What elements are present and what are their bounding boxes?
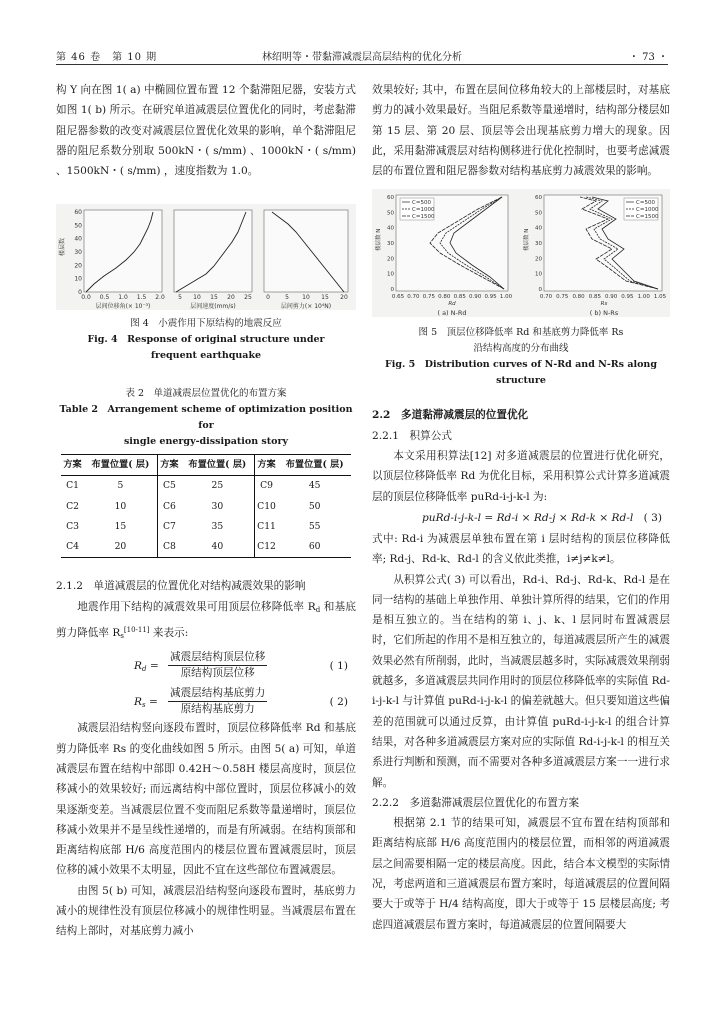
x-tick-label: 0.5 xyxy=(99,294,110,301)
svg-text:C=1000: C=1000 xyxy=(636,207,659,214)
table-cell: C3 xyxy=(66,520,79,532)
table-2-body xyxy=(61,476,351,558)
figure-5-caption-en: Fig. 5 Distribution curves of N-Rd and N-Rs along structure xyxy=(385,359,657,387)
y-tick-label: 40 xyxy=(74,235,82,243)
x-tick-label: 0.75 xyxy=(556,294,569,301)
y-tick-label: 40 xyxy=(535,226,542,233)
y-tick-label: 50 xyxy=(74,222,82,230)
paragraph: 本文采用积算法[12] 对多道减震层的位置进行优化研究，以顶层位移降低率 Rd 为优化目标，采用积算公式计算多道减震层的顶层位移降低率 puRd-i-j-k-l 为: xyxy=(372,450,670,503)
table-cell: C11 xyxy=(257,520,276,532)
fig5-ylabel-a: 楼层数 N xyxy=(376,229,382,252)
table-row xyxy=(61,476,351,497)
x-tick-label: 0.65 xyxy=(391,294,405,301)
svg-text:C=1500: C=1500 xyxy=(636,214,659,221)
fig4-xlabel-1: 层间位移角(× 10⁻³) xyxy=(95,303,151,310)
x-tick-label: 20 xyxy=(227,294,235,301)
y-tick-label: 40 xyxy=(387,226,394,233)
y-tick-label: 0 xyxy=(78,289,82,296)
x-tick-label: 10 xyxy=(193,294,201,301)
table-cell: C6 xyxy=(162,500,176,512)
paragraph: 减震层沿结构竖向逐段布置时，顶层位移降低率 Rd 和基底剪力降低率 Rs 的变化曲线如图 5 所示。由图 5( a) 可知，单道减震层布置在结构中部即 0.42H～0.58H 楼层高度时，顶层位移减小的效果较好; 而远离结构中部位置时，顶层位移减小的效果逐渐变差。当减震层位置不变而阻尼系数等量递增时，顶层位移减小效果并不是呈线性递增的，而是有所减弱。在结构顶部和距离结构底部 H/6 高度范围内的楼层位置布置减震层时，顶层位移的减小效果不太明显，因此不宜在这些部位布置减震层。 xyxy=(56,722,356,877)
x-tick-label: 5 xyxy=(178,294,182,301)
x-tick-label: 1.00 xyxy=(499,294,513,301)
table-cell: C12 xyxy=(257,541,276,553)
y-tick-label: 60 xyxy=(387,195,394,202)
table-row xyxy=(61,537,351,558)
paragraph: 从积算公式( 3) 可以看出，Rd-i、Rd-j、Rd-k、Rd-l 是在同一结构的基础上单独作用、单独计算所得的结果，它们的作用是相互独立的。当在结构的第 i、j、k、l 层同时布置减震层时，它们所起的作用不是相互独立的，每道减震层所产生的减震效果必然有所削弱，此时，当减震层越多时，实际减震效果削弱就越多，多道减震层共同作用时的顶层位移降低率的实际值 Rd-i-j-k-l 与计算值 puRd-i-j-k-l 的偏差就越大。但只要知道这些偏差的范围就可以通过反算，由计算值 puRd-i-j-k-l 的组合计算结果，对各种多道减震层方案对应的实际值 Rd-i-j-k-l 的相互关系进行判断和预测，而不需要对各种多道减震层方案一一进行求解。 xyxy=(372,573,670,789)
x-tick-label: 10 xyxy=(302,294,310,301)
fig5a-legend xyxy=(400,198,435,220)
x-tick-label: 1.05 xyxy=(653,294,667,301)
table-cell: 20 xyxy=(84,537,157,558)
fig4-xlabel-2: 层间速度(mm/s) xyxy=(190,303,236,310)
figure-5-plots xyxy=(372,189,670,317)
table-cell: C2 xyxy=(66,500,79,512)
figure-4 xyxy=(56,204,356,310)
y-tick-label: 30 xyxy=(74,249,82,256)
y-tick-label: 0 xyxy=(390,287,394,294)
y-tick-label: 60 xyxy=(74,209,82,216)
x-tick-label: 0 xyxy=(266,294,270,301)
fig4-xlabel-3: 层间剪力(× 10⁴N) xyxy=(280,303,332,310)
page-number: ・ 73 ・ xyxy=(628,52,668,63)
x-tick-label: 15 xyxy=(321,294,329,301)
table-cell: C5 xyxy=(162,480,176,492)
table-cell: 60 xyxy=(308,541,321,553)
x-tick-label: 15 xyxy=(210,294,218,301)
table-cell: C7 xyxy=(162,520,176,532)
paragraph: 由图 5( b) 可知，减震层沿结构竖向逐段布置时，基底剪力减小的规律性没有顶层位移减小的规律性明显。当减震层布置在结构上部时，对基底剪力减小 xyxy=(56,884,356,938)
y-tick-label: 10 xyxy=(74,275,82,283)
figure-4-caption-cn: 图 4 小震作用下原结构的地震反应 xyxy=(130,318,282,329)
x-tick-label: 0.0 xyxy=(81,294,91,301)
y-tick-label: 10 xyxy=(535,272,542,279)
x-tick-label: 0.85 xyxy=(453,294,466,301)
equation-1: $R_d$ = 减震层结构顶层位移 原结构顶层位移 ( 1) xyxy=(134,651,348,680)
table-cell: C1 xyxy=(66,480,79,492)
y-tick-label: 20 xyxy=(387,256,394,263)
fig5-ylabel-b: 楼层数 N xyxy=(524,229,530,252)
table-cell: 35 xyxy=(181,517,254,537)
x-tick-label: 0.90 xyxy=(469,294,482,301)
x-tick-label: 1.0 xyxy=(118,294,128,301)
x-tick-label: 25 xyxy=(244,294,252,301)
journal-volume: 第 46 卷 第 10 期 xyxy=(56,52,158,63)
x-tick-label: 1.00 xyxy=(637,294,650,301)
y-tick-label: 20 xyxy=(535,256,542,263)
fig5b-legend xyxy=(624,198,659,220)
table-header: 布置位置( 层) xyxy=(285,459,344,470)
table-cell: 25 xyxy=(181,476,254,497)
table-header: 方案 xyxy=(160,459,179,470)
table-2 xyxy=(61,454,351,558)
paragraph: 构 Y 向在图 1( a) 中椭圆位置布置 12 个黏滞阻尼器，安装方式如图 1( b) 所示。在研究单道减震层位置优化的同时，考虑黏滞阻尼器参数的改变对减震层位置优化效果的影响，单个黏滞阻尼器的阻尼系数分别取 500kN・( s/mm) 、1000kN・( s/mm) 、1500kN・( s/mm) ，速度指数为 1.0。 xyxy=(56,84,356,178)
x-tick-label: 0.95 xyxy=(621,294,634,301)
y-tick-label: 50 xyxy=(387,210,394,217)
table-cell: 15 xyxy=(84,517,157,537)
x-tick-label: 5 xyxy=(285,294,289,301)
svg-text:C=500: C=500 xyxy=(412,200,431,207)
y-tick-label: 30 xyxy=(387,241,394,248)
right-column xyxy=(372,80,670,935)
table-cell: C4 xyxy=(66,541,79,553)
table-cell: 30 xyxy=(181,497,254,517)
y-tick-label: 0 xyxy=(538,287,542,294)
table-cell: C10 xyxy=(257,500,276,512)
table-cell: 40 xyxy=(181,537,254,558)
x-tick-label: 0.70 xyxy=(407,294,420,301)
section-2-1-2-heading: 2.1.2 单道减震层的位置优化对结构减震效果的影响 xyxy=(56,580,306,593)
figure-4-plots xyxy=(56,204,356,310)
paragraph: 地震作用下结构的减震效果可用顶层位移降低率 $R_d$ 和基底剪力降低率 $R_s[10-11]$ 来表示: xyxy=(56,600,356,641)
table-2-caption-en-1: Table 2 Arrangement scheme of optimization position for xyxy=(59,404,353,431)
svg-text:C=1500: C=1500 xyxy=(412,214,435,221)
x-tick-label: 0.80 xyxy=(572,294,585,301)
x-tick-label: 2.0 xyxy=(155,294,165,301)
y-tick-label: 10 xyxy=(387,272,394,279)
running-title: 林绍明等・带黏滞减震层高层结构的优化分析 xyxy=(262,52,462,63)
x-tick-label: 20 xyxy=(340,294,348,301)
table-cell: 55 xyxy=(308,520,321,532)
x-tick-label: 0.95 xyxy=(484,294,497,301)
table-row xyxy=(61,497,351,517)
table-cell: 45 xyxy=(308,480,321,492)
left-column xyxy=(56,80,356,942)
x-tick-label: 0.90 xyxy=(605,294,618,301)
table-2-caption-en-2: single energy-dissipation story xyxy=(123,436,289,447)
table-header: 布置位置( 层) xyxy=(181,455,254,476)
table-header: 方案 xyxy=(63,459,82,470)
table-header: 布置位置( 层) xyxy=(84,455,157,476)
table-cell: 5 xyxy=(84,476,157,497)
paragraph: 根据第 2.1 节的结果可知，减震层不宜布置在结构顶部和距离结构底部 H/6 高度范围内的楼层位置，而相邻的两道减震层之间需要相隔一定的楼层高度。因此，结合本文模型的实际情况，考虑两道和三道减震层布置方案时，每道减震层的位置间隔要大于或等于 H/4 结构高度，即大于或等于 15 层楼层高度; 考虑四道减震层布置方案时，每道减震层的位置间隔要大 xyxy=(372,817,670,931)
x-tick-label: 0.80 xyxy=(438,294,451,301)
svg-text:C=1000: C=1000 xyxy=(412,207,435,214)
figure-4-caption-en-1: Fig. 4 Response of original structure under xyxy=(87,334,325,345)
section-2-2-1-heading: 2.2.1 积算公式 xyxy=(372,429,452,442)
y-tick-label: 30 xyxy=(535,241,542,248)
section-2-2-heading: 2.2 多道黏滞减震层的位置优化 xyxy=(372,409,529,422)
table-row xyxy=(61,517,351,537)
running-header xyxy=(56,46,668,64)
fig5b-label: ( b) N-Rs xyxy=(589,309,619,318)
table-cell: C9 xyxy=(260,480,273,492)
table-header: 方案 xyxy=(257,459,276,470)
fig5b-xlabel: Rs xyxy=(600,301,608,308)
equation-3: puRd-i-j-k-l = Rd-i × Rd-j × Rd-k × Rd-l ( 3) xyxy=(422,511,662,524)
x-tick-label: 0.85 xyxy=(588,294,601,301)
y-tick-label: 60 xyxy=(535,195,542,202)
fig5a-xlabel: Rd xyxy=(448,301,456,308)
table-2-caption-cn: 表 2 单道减震层位置优化的布置方案 xyxy=(125,388,287,399)
x-tick-label: 0.75 xyxy=(422,294,435,301)
table-cell: C8 xyxy=(162,541,176,553)
y-tick-label: 20 xyxy=(74,262,82,270)
figure-4-caption-en-2: frequent earthquake xyxy=(150,350,262,361)
fig5a-label: ( a) N-Rd xyxy=(437,309,467,318)
figure-5 xyxy=(372,189,670,317)
y-tick-label: 50 xyxy=(535,210,542,217)
x-tick-label: 0.70 xyxy=(539,294,553,301)
table-cell: 10 xyxy=(84,497,157,517)
equation-2: $R_s$ = 减震层结构基底剪力 原结构基底剪力 ( 2) xyxy=(134,687,348,716)
figure-5-caption-cn-2: 沿结构高度的分布曲线 xyxy=(473,343,569,355)
section-2-2-2-heading: 2.2.2 多道黏滞减震层位置优化的布置方案 xyxy=(372,796,580,809)
header-rule xyxy=(56,64,668,65)
paragraph: 效果较好; 其中，布置在层间位移角较大的上部楼层时，对基底剪力的减小效果最好。当阻尼系数等量递增时，结构部分楼层如第 15 层、第 20 层、顶层等会出现基底剪力增大的现象。因此，采用黏滞减震层对结构侧移进行优化控制时，也要考虑减震层的布置位置和阻尼器参数对结构基底剪力减震效果的影响。 xyxy=(372,84,670,178)
table-cell: 50 xyxy=(308,500,321,512)
fig4-ylabel: 楼层数 xyxy=(59,237,66,256)
paragraph: 式中: Rd-i 为减震层单独布置在第 i 层时结构的顶层位移降低率; Rd-j、Rd-k、Rd-l 的含义依此类推，i≠j≠k≠l。 xyxy=(372,532,670,566)
x-tick-label: 1.5 xyxy=(136,294,147,301)
svg-text:C=500: C=500 xyxy=(636,200,655,207)
figure-5-caption-cn-1: 图 5 顶层位移降低率 Rd 和基底剪力降低率 Rs xyxy=(418,327,624,339)
